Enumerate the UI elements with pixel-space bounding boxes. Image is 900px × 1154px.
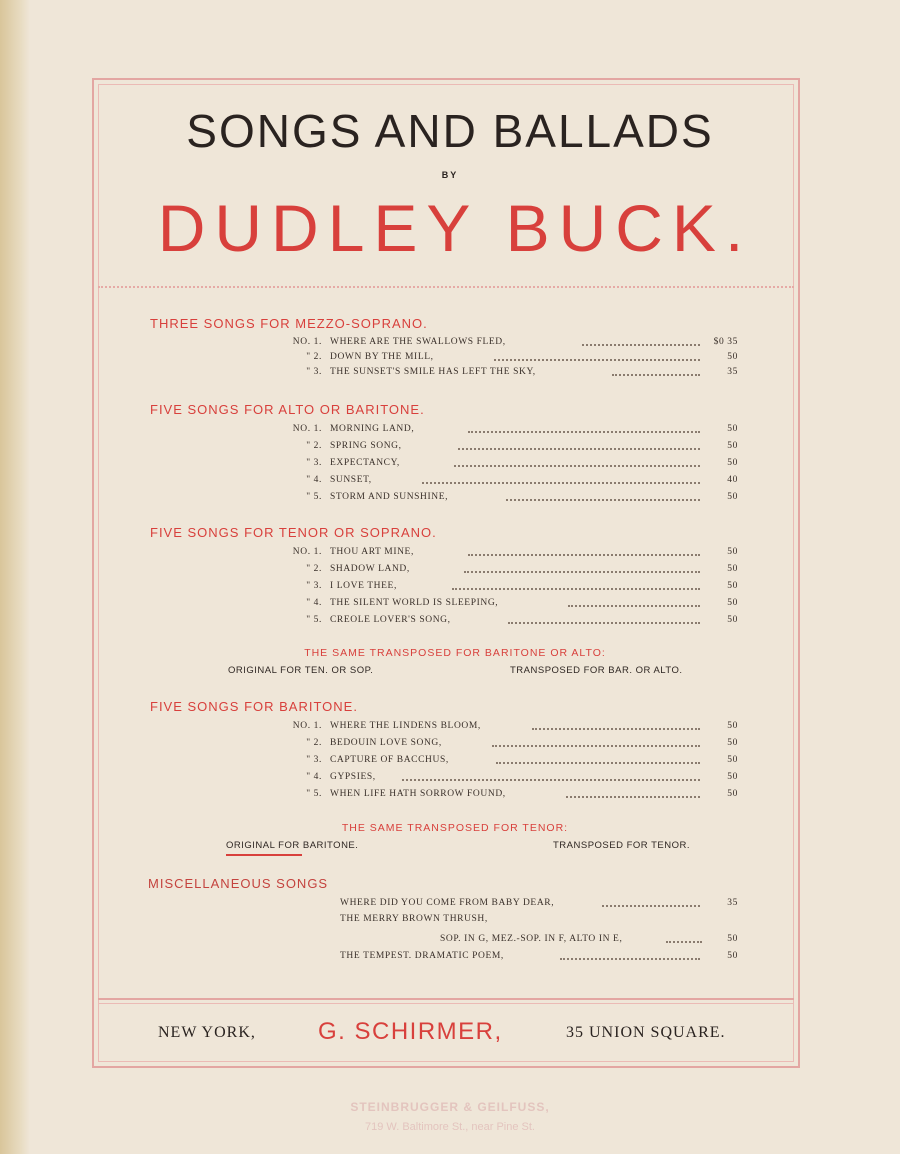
song-number: " 4. (306, 772, 322, 782)
song-number: NO. 1. (292, 721, 322, 731)
song-title: GYPSIES, (330, 772, 376, 782)
song-number: " 5. (306, 492, 322, 502)
dot-leader (506, 499, 700, 501)
section-heading-alto-baritone: FIVE SONGS FOR ALTO OR BARITONE. (150, 402, 425, 417)
song-price: 50 (727, 352, 738, 362)
song-price: 50 (727, 564, 738, 574)
dot-leader (402, 779, 700, 781)
song-number: " 2. (306, 441, 322, 451)
misc-row (340, 914, 740, 928)
header-divider (98, 286, 794, 288)
publisher-city: NEW YORK, (158, 1024, 256, 1041)
section-heading-baritone: FIVE SONGS FOR BARITONE. (150, 699, 358, 714)
transposed-label: TRANSPOSED FOR TENOR. (553, 840, 691, 851)
publisher-address: 35 UNION SQUARE. (566, 1024, 726, 1041)
song-price: 50 (727, 738, 738, 748)
song-price: 50 (727, 721, 738, 731)
dot-leader (532, 728, 700, 730)
song-price: 50 (727, 492, 738, 502)
song-number: " 4. (306, 598, 322, 608)
song-row (282, 789, 742, 803)
song-title: DOWN BY THE MILL, (330, 352, 434, 362)
song-row (282, 337, 742, 351)
song-title: THE SILENT WORLD IS SLEEPING, (330, 598, 499, 608)
song-title: I LOVE THEE, (330, 581, 397, 591)
song-number: " 5. (306, 615, 322, 625)
song-price: 50 (727, 934, 738, 944)
dot-leader (666, 941, 702, 943)
song-row (282, 598, 742, 612)
page-title: SONGS AND BALLADS (186, 105, 714, 157)
original-label: ORIGINAL FOR TEN. OR SOP. (228, 665, 374, 676)
song-title: THE TEMPEST. DRAMATIC POEM, (340, 951, 504, 961)
song-title: CREOLE LOVER'S SONG, (330, 615, 451, 625)
song-title: THE SUNSET'S SMILE HAS LEFT THE SKY, (330, 367, 536, 377)
song-number: " 3. (306, 755, 322, 765)
song-row (282, 772, 742, 786)
song-voicing: SOP. IN G, MEZ.-SOP. IN F, ALTO IN E, (440, 934, 623, 944)
song-title: CAPTURE OF BACCHUS, (330, 755, 449, 765)
song-row (282, 458, 742, 472)
song-title: SUNSET, (330, 475, 372, 485)
song-number: " 2. (306, 738, 322, 748)
composer-name: DUDLEY BUCK. (157, 191, 753, 265)
song-number: " 3. (306, 581, 322, 591)
song-price: 50 (727, 755, 738, 765)
song-row (282, 615, 742, 629)
dot-leader (468, 431, 700, 433)
dot-leader (566, 796, 700, 798)
dot-leader (422, 482, 700, 484)
underline-mark (226, 854, 302, 856)
original-label: ORIGINAL FOR BARITONE. (226, 840, 359, 851)
song-price: 35 (727, 898, 738, 908)
section-heading-tenor-soprano: FIVE SONGS FOR TENOR OR SOPRANO. (150, 525, 437, 540)
dot-leader (468, 554, 700, 556)
song-price: 35 (727, 367, 738, 377)
song-price: 50 (727, 789, 738, 799)
dot-leader (458, 448, 700, 450)
song-number: NO. 1. (292, 337, 322, 347)
song-price: 50 (727, 598, 738, 608)
transposed-heading-baritone-alto: THE SAME TRANSPOSED FOR BARITONE OR ALTO: (304, 647, 606, 659)
song-row (282, 721, 742, 735)
transposed-heading-tenor: THE SAME TRANSPOSED FOR TENOR: (341, 822, 569, 834)
song-title: THOU ART MINE, (330, 547, 414, 557)
dot-leader (452, 588, 700, 590)
song-title: BEDOUIN LOVE SONG, (330, 738, 442, 748)
dot-leader (508, 622, 700, 624)
dot-leader (568, 605, 700, 607)
section-heading-miscellaneous: MISCELLANEOUS SONGS (148, 876, 329, 891)
section-heading-mezzo-soprano: THREE SONGS FOR MEZZO-SOPRANO. (150, 316, 428, 331)
song-number: NO. 1. (292, 547, 322, 557)
dot-leader (582, 344, 700, 346)
song-number: " 2. (306, 564, 322, 574)
dot-leader (602, 905, 700, 907)
dealer-stamp-name: STEINBRUGGER & GEILFUSS, (350, 1100, 550, 1114)
song-number: " 2. (306, 352, 322, 362)
dot-leader (492, 745, 700, 747)
song-number: " 3. (306, 458, 322, 468)
song-price: 50 (727, 458, 738, 468)
song-price: 50 (727, 441, 738, 451)
song-number: NO. 1. (292, 424, 322, 434)
dot-leader (560, 958, 700, 960)
dot-leader (454, 465, 700, 467)
song-row (282, 352, 742, 366)
dot-leader (612, 374, 700, 376)
song-number: " 5. (306, 789, 322, 799)
by-label: BY (441, 170, 459, 180)
song-number: " 4. (306, 475, 322, 485)
song-row (282, 441, 742, 455)
dot-leader (464, 571, 700, 573)
song-row (282, 755, 742, 769)
song-price: 50 (727, 951, 738, 961)
song-title: WHERE ARE THE SWALLOWS FLED, (330, 337, 506, 347)
song-price: 50 (727, 615, 738, 625)
dot-leader (496, 762, 700, 764)
publisher-name: G. SCHIRMER, (318, 1018, 503, 1045)
footer-divider-inner (98, 1003, 794, 1004)
song-title: STORM AND SUNSHINE, (330, 492, 449, 502)
misc-row (440, 934, 740, 948)
song-price: 40 (727, 475, 738, 485)
song-title: WHERE DID YOU COME FROM BABY DEAR, (340, 898, 555, 908)
song-number: " 3. (306, 367, 322, 377)
song-title: WHERE THE LINDENS BLOOM, (330, 721, 481, 731)
song-row (282, 492, 742, 506)
song-price: 50 (727, 772, 738, 782)
song-title: EXPECTANCY, (330, 458, 400, 468)
song-row (282, 547, 742, 561)
song-price: 50 (727, 547, 738, 557)
song-price: 50 (727, 424, 738, 434)
song-row (282, 475, 742, 489)
song-title: MORNING LAND, (330, 424, 415, 434)
song-row (282, 564, 742, 578)
song-row (282, 367, 742, 381)
dot-leader (494, 359, 700, 361)
song-title: SHADOW LAND, (330, 564, 410, 574)
song-title: WHEN LIFE HATH SORROW FOUND, (330, 789, 506, 799)
transposed-label: TRANSPOSED FOR BAR. OR ALTO. (510, 665, 683, 676)
song-row (282, 424, 742, 438)
misc-row (340, 951, 740, 965)
song-price: 50 (727, 581, 738, 591)
song-price: $0 35 (713, 337, 738, 347)
footer-divider (98, 998, 794, 1000)
misc-row (340, 898, 740, 912)
song-title: SPRING SONG, (330, 441, 402, 451)
dealer-stamp-address: 719 W. Baltimore St., near Pine St. (365, 1121, 535, 1133)
song-row (282, 581, 742, 595)
song-row (282, 738, 742, 752)
song-title: THE MERRY BROWN THRUSH, (340, 914, 488, 924)
